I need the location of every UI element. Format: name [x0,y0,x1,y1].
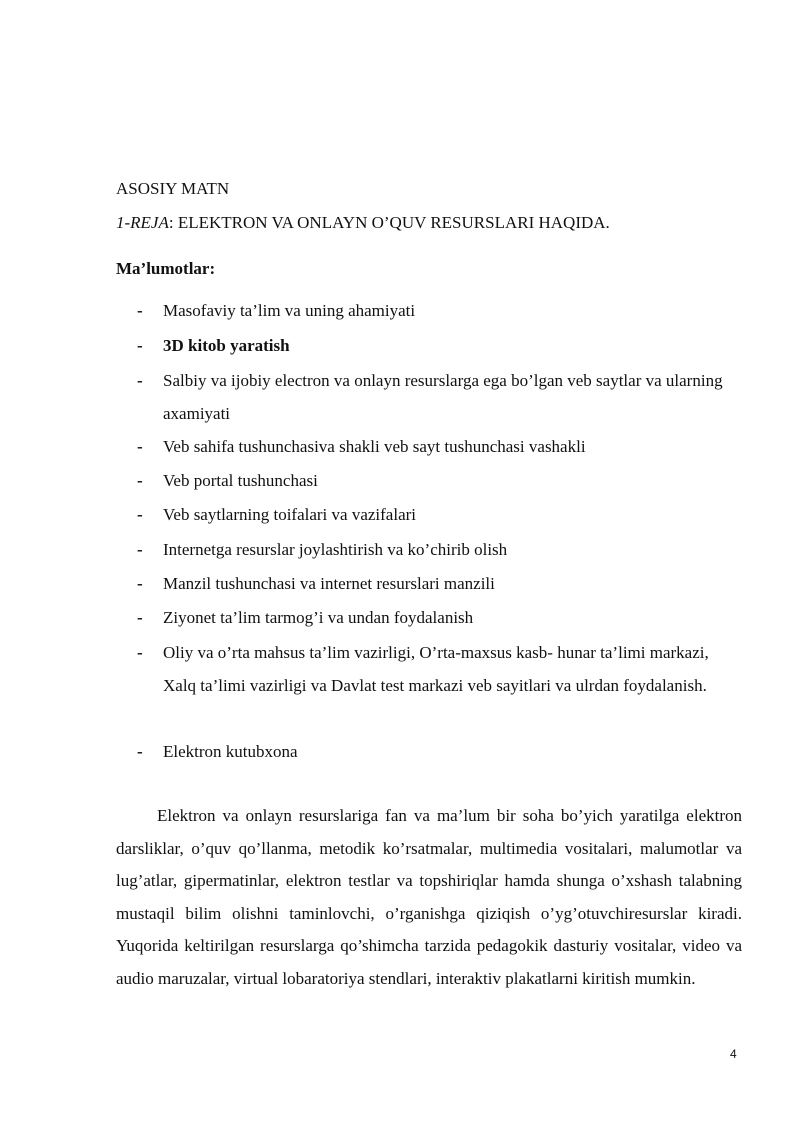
topic-item [137,464,737,497]
topic-text: Veb portal tushunchasi [163,471,318,490]
bullet-dash: - [137,540,143,559]
topic-item [137,329,737,362]
topic-text: Veb sahifa tushunchasiva shakli veb sayt tushunchasi vashakli [163,437,586,456]
topic-item [137,498,737,531]
topic-item [137,430,737,463]
topic-text: Salbiy va ijobiy electron va onlayn resurslarga ega bo’lgan veb saytlar va ularning axamiyati [163,371,723,423]
body-paragraph: Elektron va onlayn resurslariga fan va ma’lum bir soha bo’yich yaratilga elektron darsliklar, o’quv qo’llanma, metodik ko’rsatmalar, multimedia vositalari, malumotlar va lug’atlar, gipermatinlar, elektron testlar va topshiriqlar hamda shunga o’xshash talabning mustaqil bilim olishni taminlovchi, o’rganishga qiziqish o’yg’otuvchiresurslar kiradi. Yuqorida keltirilgan resurslarga qo’shimcha tarzida pedagokik dasturiy vositalar, video va audio maruzalar, virtual lobaratoriya stendlari, interaktiv plakatlarni kiritish mumkin. [116,806,742,988]
bullet-dash: - [137,371,143,390]
bullet-dash: - [137,437,143,456]
bullet-dash: - [137,301,143,320]
document-title: ASOSIY MATN [116,179,230,198]
topic-text: Elektron kutubxona [163,742,298,761]
bullet-dash: - [137,643,143,662]
topic-item [137,294,737,327]
topic-item [137,533,737,566]
section-heading: Ma’lumotlar: [116,259,216,278]
bullet-dash: - [137,742,143,761]
topic-text: Veb saytlarning toifalari va vazifalari [163,505,416,524]
plan-heading [116,213,610,233]
bullet-dash: - [137,471,143,490]
topic-item [137,567,737,600]
bullet-dash: - [137,336,143,355]
bullet-dash: - [137,608,143,627]
page-number: 4 [730,1047,737,1061]
topic-text: Manzil tushunchasi va internet resurslari manzili [163,574,495,593]
plan-label: 1-REJA [116,213,169,232]
topic-text: Internetga resurslar joylashtirish va ko’chirib olish [163,540,508,559]
bullet-dash: - [137,574,143,593]
topic-item [137,636,737,702]
topic-item [137,735,737,768]
bullet-dash: - [137,505,143,524]
topic-text: Oliy va o’rta mahsus ta’lim vazirligi, O’rta-maxsus kasb- hunar ta’limi markazi, Xalq ta’limi vazirligi va Davlat test markazi veb sayitlari va ulrdan foydalanish. [163,643,709,695]
topic-text: Ziyonet ta’lim tarmog’i va undan foydalanish [163,608,474,627]
topic-item [137,364,737,430]
topic-item [137,601,737,634]
topic-text: 3D kitob yaratish [163,336,290,355]
topic-text: Masofaviy ta’lim va uning ahamiyati [163,301,416,320]
plan-title: : ELEKTRON VA ONLAYN O’QUV RESURSLARI HAQIDA. [168,213,610,232]
